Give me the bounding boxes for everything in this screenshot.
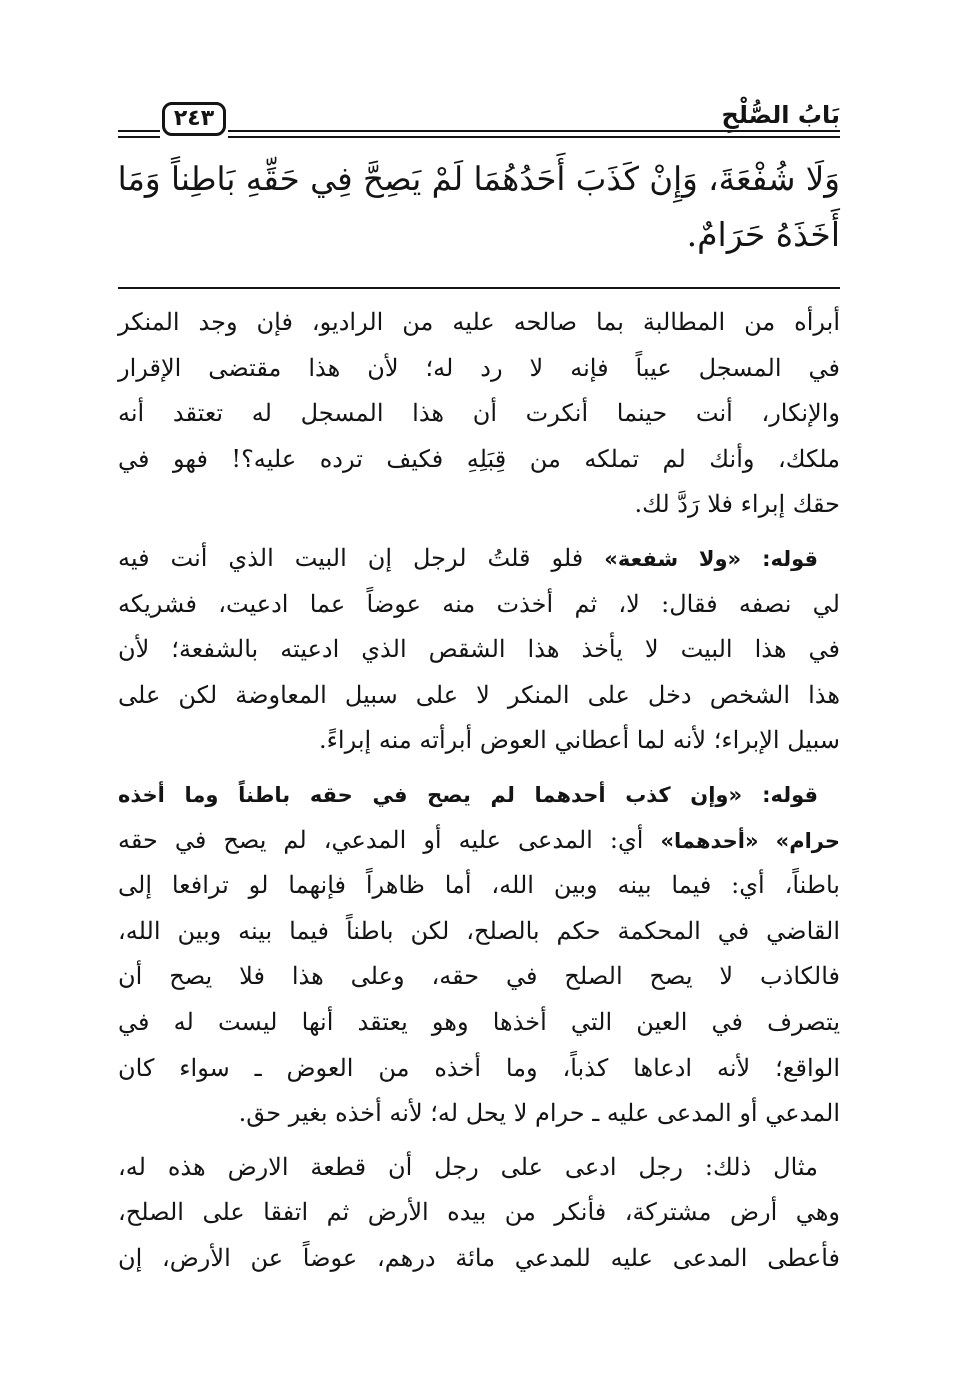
text-line: وهي أرض مشتركة، فأنكر من بيده الأرض ثم اتفقا على الصلح، xyxy=(118,1198,840,1227)
page-number: ٢٤٣ xyxy=(173,106,215,131)
text-line: في هذا البيت لا يأخذ هذا الشقص الذي ادعيته بالشفعة؛ لأن xyxy=(118,635,840,664)
text-line: لي نصفه فقال: لا، ثم أخذت منه عوضاً عما ادعيت، فشريكه xyxy=(118,589,840,618)
text-line: في المسجل عيباً فإنه لا رد له؛ لأن هذا مقتضى الإقرار xyxy=(118,353,840,382)
text-line: والإنكار، أنت حينما أنكرت أن هذا المسجل له تعتقد أنه xyxy=(118,399,841,428)
text-line: أبرأه من المطالبة بما صالحه عليه من الراديو، فإن وجد المنكر xyxy=(118,308,840,336)
running-header xyxy=(118,96,840,142)
text-line xyxy=(118,772,840,818)
commentary xyxy=(118,300,840,1281)
text-line: المدعي أو المدعى عليه ـ حرام لا يحل له؛ لأنه أخذه بغير حق. xyxy=(238,1099,840,1128)
header-rule-left xyxy=(118,130,160,138)
quoted-matn: «وإن كذب أحدهما لم يصح في حقه باطناً وما أخذه xyxy=(118,782,743,807)
text-line: القاضي في المحكمة حكم بالصلح، لكن باطناً فيما بينه وبين الله، xyxy=(118,916,840,945)
matn-line: وَلَا شُفْعَةَ، وَإِنْ كَذَبَ أَحَدُهُمَا لَمْ يَصِحَّ فِي حَقِّهِ بَاطِناً وَمَا xyxy=(117,160,840,198)
paragraph-4 xyxy=(118,1145,840,1282)
text-line: فأعطى المدعى عليه للمدعي مائة درهم، عوضاً عن الأرض، إن xyxy=(118,1243,840,1272)
quoted-word: «أحدهما» xyxy=(660,828,759,853)
text-line: فالكاذب لا يصح الصلح في حقه، وعلى هذا فلا يصح أن xyxy=(118,962,840,991)
text-line xyxy=(118,536,840,582)
quoted-matn: حرام» xyxy=(775,828,840,853)
paragraph-3 xyxy=(118,772,840,1137)
text-line: هذا الشخص دخل على المنكر لا على سبيل المعاوضة لكن على xyxy=(118,680,840,709)
paragraph-2 xyxy=(118,536,840,764)
page-number-frame xyxy=(162,102,226,136)
text-line: سبيل الإبراء؛ لأنه لما أعطاني العوض أبرأته منه إبراءً. xyxy=(319,726,840,755)
text-line: ملكك، وأنك لم تملكه من قِبَلِهِ فكيف ترده عليه؟! فهو في xyxy=(118,444,841,473)
text-line: حقك إبراء فلا رَدَّ لك. xyxy=(634,490,840,519)
quote-lead: قوله: xyxy=(762,546,818,571)
text-line xyxy=(118,818,840,864)
matn-line: أَخَذَهُ حَرَامٌ. xyxy=(686,215,840,254)
text-line: باطناً، أي: فيما بينه وبين الله، أما ظاهراً فإنهما لو ترافعا إلى xyxy=(118,871,840,900)
section-title: بَابُ الصُّلْحِ xyxy=(721,101,840,129)
text-line: مثال ذلك: رجل ادعى على رجل أن قطعة الارض هذه له، xyxy=(118,1152,818,1181)
quoted-matn: «ولا شفعة» xyxy=(604,546,742,571)
matn-text xyxy=(118,152,840,262)
text-line: الواقع؛ لأنه ادعاها كذباً، وما أخذه من العوض ـ سواء كان xyxy=(118,1053,840,1082)
header-rule-right xyxy=(228,130,840,138)
matn-separator xyxy=(118,287,840,289)
text-fragment: أي: المدعى عليه أو المدعي، لم يصح في حقه xyxy=(118,825,644,854)
quote-lead: قوله: xyxy=(762,782,818,807)
text-line: يتصرف في العين التي أخذها وهو يعتقد أنها ليست له في xyxy=(118,1007,840,1036)
paragraph-1 xyxy=(118,300,840,528)
text-fragment: فلو قلتُ لرجل إن البيت الذي أنت فيه xyxy=(118,543,584,572)
